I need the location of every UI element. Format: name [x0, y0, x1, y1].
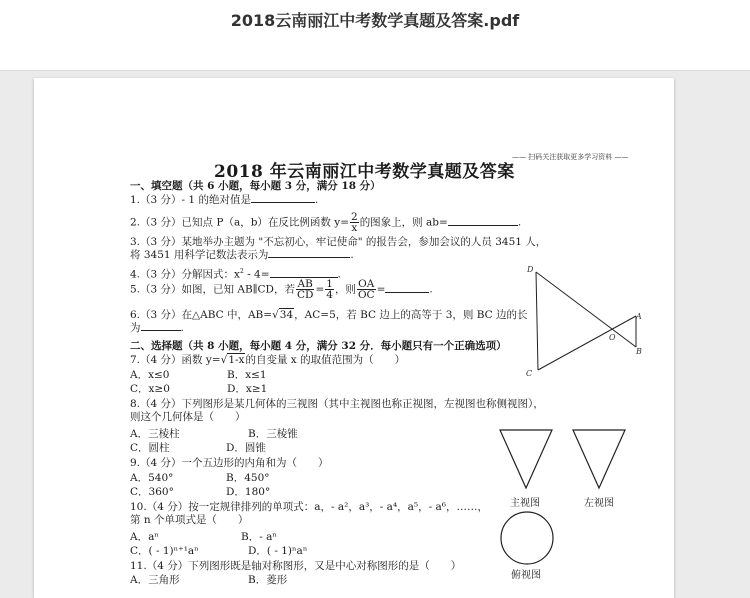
question-4: 4.（3 分）分解因式：$x^2 - 4=$ . — [130, 268, 341, 281]
question-8: 8.（4 分）下列图形是某几何体的三视图（其中主视图也称正视图，左视图也称侧视图）， 则这个几何体是（ ） — [130, 398, 544, 423]
question-7-option-b: B．x≤1 — [227, 369, 267, 381]
viewer-toolbar — [0, 0, 750, 71]
front-view-triangle — [498, 428, 554, 490]
point-o-label: O — [609, 333, 616, 342]
question-7-option-a: A．x≤0 — [130, 369, 170, 381]
segment-da — [536, 272, 636, 347]
side-view-label: 左视图 — [584, 498, 614, 509]
point-d-label: D — [527, 265, 534, 274]
question-8-option-b: B．三棱锥 — [248, 428, 298, 440]
question-7: 7.（4 分）函数 y=√1-x的自变量 x 的取值范围为（ ） — [130, 354, 406, 366]
exam-title: 2018 年云南丽江中考数学真题及答案 — [214, 162, 515, 182]
document-title: 2018云南丽江中考数学真题及答案.pdf — [230, 11, 520, 30]
segment-ca — [538, 316, 636, 370]
question-3: 3.（3 分）某地举办主题为 "不忘初心，牢记使命" 的报告会，参加会议的人员 3451 人， 将 3451 用科学记数法表示为 . — [130, 236, 547, 261]
top-view-circle — [499, 510, 555, 566]
point-b-label: B — [636, 347, 642, 356]
question-10-option-a: A．aⁿ — [130, 531, 159, 543]
question-10-option-d: D．( - 1)ⁿaⁿ — [248, 545, 308, 557]
question-9-option-d: D．180° — [226, 486, 271, 498]
question-11-option-b: B．菱形 — [248, 574, 288, 586]
geometry-figure — [518, 264, 648, 382]
question-9-option-c: C．360° — [130, 486, 174, 498]
question-9-option-b: B．450° — [226, 472, 270, 484]
question-7-option-d: D．x≥1 — [227, 383, 268, 395]
question-10-option-b: B．- aⁿ — [241, 531, 277, 543]
question-10: 10.（4 分）按一定规律排列的单项式：a，- a²，a³，- a⁴，a⁵，- a⁶，……， 第 n 个单项式是（ ） — [130, 501, 488, 526]
promo-tagline: —— 扫码关注获取更多学习资料 —— — [512, 153, 629, 161]
question-6: 6.（3 分）在△ABC 中，AB=√34，AC=5，若 BC 边上的高等于 3，则 BC 边的长 为 . — [130, 309, 528, 334]
question-9: 9.（4 分）一个五边形的内角和为（ ） — [130, 457, 329, 469]
pdf-page[interactable] — [34, 78, 674, 598]
point-c-label: C — [526, 369, 533, 378]
segment-dc — [536, 272, 538, 370]
question-9-option-a: A．540° — [130, 472, 174, 484]
question-10-option-c: C．( - 1)ⁿ⁺¹aⁿ — [130, 545, 199, 557]
side-view-triangle — [571, 428, 627, 490]
question-7-option-c: C．x≥0 — [130, 383, 170, 395]
question-11-option-a: A．三角形 — [130, 574, 180, 586]
question-11: 11.（4 分）下列图形既是轴对称图形，又是中心对称图形的是（ ） — [130, 560, 462, 572]
question-5: 5.（3 分）如图，已知 AB∥CD，若 $\frac{AB}{CD}$ = $\frac{1}{4}$ ，则 $\frac{OA}{OC}$ = . — [130, 278, 433, 301]
section-multiple-choice: 二、选择题（共 8 小题，每小题 4 分，满分 32 分．每小题只有一个正确选项） — [130, 340, 507, 352]
question-8-option-d: D．圆锥 — [226, 442, 266, 454]
question-2: 2.（3 分）已知点 P（a，b）在反比例函数 y= $\frac{2}{x}$ 的图象上，则 ab= . — [130, 211, 522, 234]
point-a-label: A — [636, 312, 642, 321]
front-view-label: 主视图 — [510, 498, 540, 509]
question-8-option-a: A．三棱柱 — [130, 428, 180, 440]
question-1: 1.（3 分）- 1 的绝对值是 . — [130, 194, 319, 206]
question-8-option-c: C．圆柱 — [130, 442, 170, 454]
top-view-label: 俯视图 — [511, 570, 541, 581]
section-fill-blank: 一、填空题（共 6 小题，每小题 3 分，满分 18 分） — [130, 180, 381, 192]
